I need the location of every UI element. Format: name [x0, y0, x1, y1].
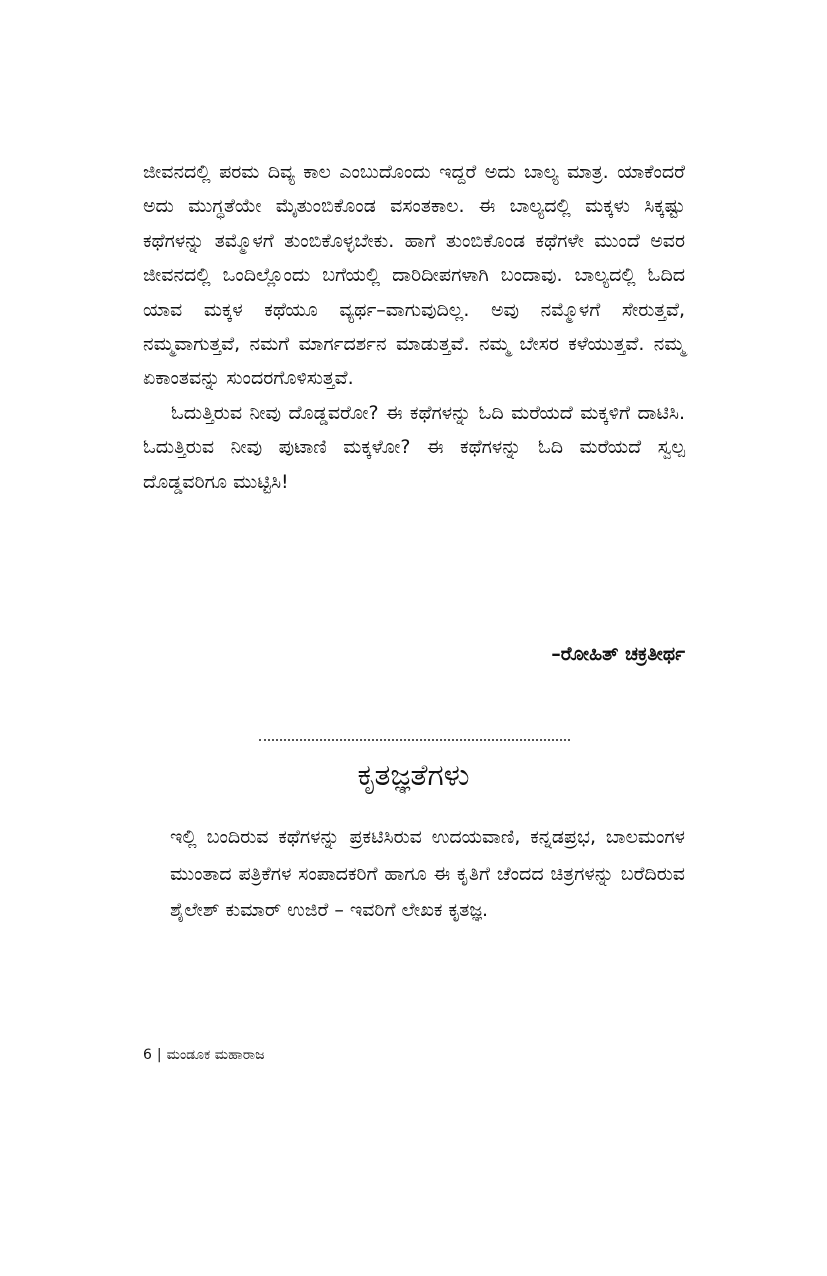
- page-number: 6: [143, 1047, 152, 1063]
- author-signature: –ರೋಹಿತ್ ಚಕ್ರತೀರ್ಥ: [551, 643, 685, 665]
- acknowledgement-title: ಕೃತಜ್ಞತೆಗಳು: [357, 758, 470, 793]
- acknowledgement-paragraph: ಇಲ್ಲಿ ಬಂದಿರುವ ಕಥೆಗಳನ್ನು ಪ್ರಕಟಿಸಿರುವ ಉದಯವಾಣಿ, ಕನ್ನಡಪ್ರಭ, ಬಾಲಮಂಗಳ ಮುಂತಾದ ಪತ್ರಿಕೆಗಳ ಸಂಪಾದಕರಿಗೆ ಹಾಗೂ ಈ ಕೃತಿಗೆ ಚೆಂದದ ಚಿತ್ರಗಳನ್ನು ಬರೆದಿರುವ ಶೈಲೇಶ್ ಕುಮಾರ್ ಉಜಿರೆ – ಇವರಿಗೆ ಲೇಖಕ ಕೃತಜ್ಞ.: [170, 826, 685, 921]
- intro-paragraph-2: ಓದುತ್ತಿರುವ ನೀವು ದೊಡ್ಡವರೋ? ಈ ಕಥೆಗಳನ್ನು ಓದಿ ಮರೆಯದೆ ಮಕ್ಕಳಿಗೆ ದಾಟಿಸಿ. ಓದುತ್ತಿರುವ ನೀವು ಪುಟಾಣಿ ಮಕ್ಕಳೋ? ಈ ಕಥೆಗಳನ್ನು ಓದಿ ಮರೆಯದೆ ಸ್ವಲ್ಪ ದೊಡ್ಡವರಿಗೂ ಮುಟ್ಟಿಸಿ!: [143, 401, 685, 493]
- dotted-divider: [259, 739, 570, 741]
- intro-section: [143, 155, 685, 499]
- acknowledgement-section: [170, 819, 685, 929]
- book-title: ಮಂಡೂಕ ಮಹಾರಾಜ: [166, 1047, 265, 1063]
- page-footer: [143, 1046, 264, 1064]
- intro-paragraph-1: ಜೀವನದಲ್ಲಿ ಪರಮ ದಿವ್ಯ ಕಾಲ ಎಂಬುದೊಂದು ಇದ್ದರೆ ಅದು ಬಾಲ್ಯ ಮಾತ್ರ. ಯಾಕೆಂದರೆ ಅದು ಮುಗ್ಧತೆಯೇ ಮೈತುಂಬಿಕೊಂಡ ವಸಂತಕಾಲ. ಈ ಬಾಲ್ಯದಲ್ಲಿ ಮಕ್ಕಳು ಸಿಕ್ಕಷ್ಟು ಕಥೆಗಳನ್ನು ತಮ್ಮೊಳಗೆ ತುಂಬಿಕೊಳ್ಳಬೇಕು. ಹಾಗೆ ತುಂಬಿಕೊಂಡ ಕಥೆಗಳೇ ಮುಂದೆ ಅವರ ಜೀವನದಲ್ಲಿ ಒಂದಿಲ್ಲೊಂದು ಬಗೆಯಲ್ಲಿ ದಾರಿದೀಪಗಳಾಗಿ ಬಂದಾವು. ಬಾಲ್ಯದಲ್ಲಿ ಓದಿದ ಯಾವ ಮಕ್ಕಳ ಕಥೆಯೂ ವ್ಯರ್ಥ–ವಾಗುವುದಿಲ್ಲ. ಅವು ನಮ್ಮೊಳಗೆ ಸೇರುತ್ತವೆ, ನಮ್ಮವಾಗುತ್ತವೆ, ನಮಗೆ ಮಾರ್ಗದರ್ಶನ ಮಾಡುತ್ತವೆ. ನಮ್ಮ ಬೇಸರ ಕಳೆಯುತ್ತವೆ. ನಮ್ಮ ಏಕಾಂತವನ್ನು ಸುಂದರಗೊಳಿಸುತ್ತವೆ.: [143, 161, 685, 390]
- footer-separator: |: [156, 1047, 162, 1063]
